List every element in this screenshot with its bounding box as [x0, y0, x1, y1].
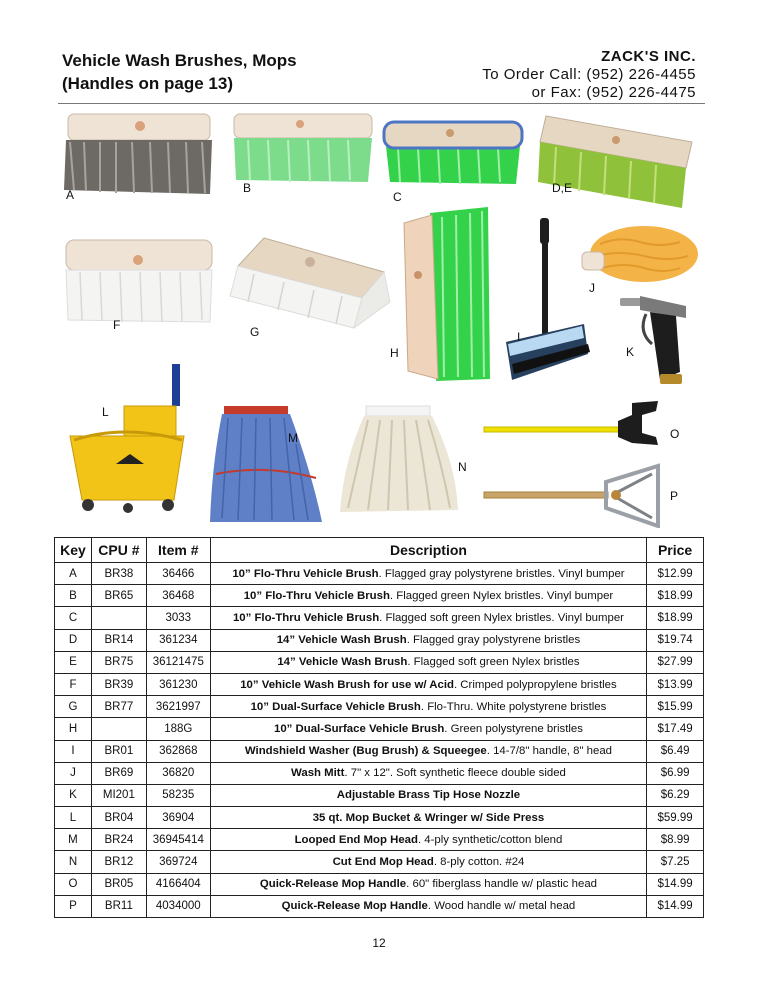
table-row [55, 829, 704, 851]
cell-price: $14.99 [647, 873, 704, 895]
cell-description [210, 673, 646, 695]
image-label-de: D,E [552, 181, 573, 195]
cell-key: H [55, 718, 92, 740]
product-image-f [60, 236, 218, 326]
product-detail: . Flagged soft green Nylex bristles [407, 656, 580, 669]
product-name: 35 qt. Mop Bucket & Wringer w/ Side Press [312, 811, 545, 824]
image-label-g: G [250, 325, 260, 339]
product-name: Windshield Washer (Bug Brush) & Squeegee [244, 745, 487, 758]
image-label-n: N [458, 460, 467, 474]
product-image-o [482, 397, 664, 447]
cell-description [210, 651, 646, 673]
cell-key: J [55, 762, 92, 784]
cell-cpu: BR05 [91, 873, 146, 895]
table-row [55, 673, 704, 695]
cell-item: 3621997 [146, 696, 210, 718]
cell-price: $12.99 [647, 563, 704, 585]
cell-description [210, 807, 646, 829]
table-row [55, 607, 704, 629]
cell-key: K [55, 784, 92, 806]
product-image-b [228, 110, 378, 185]
cell-price: $7.25 [647, 851, 704, 873]
cell-item: 36121475 [146, 651, 210, 673]
table-row [55, 762, 704, 784]
cell-price: $59.99 [647, 807, 704, 829]
cell-price: $6.29 [647, 784, 704, 806]
cell-price: $8.99 [647, 829, 704, 851]
product-image-k [616, 292, 698, 388]
header-cpu: CPU # [91, 538, 146, 563]
cell-cpu [91, 607, 146, 629]
cell-key: N [55, 851, 92, 873]
image-label-i: I [517, 330, 521, 344]
cell-key: I [55, 740, 92, 762]
cell-description [210, 851, 646, 873]
product-image-c [380, 116, 525, 186]
cell-key: B [55, 585, 92, 607]
table-row [55, 696, 704, 718]
product-detail: . Flagged soft green Nylex bristles. Vinyl bumper [379, 611, 624, 624]
image-label-o: O [670, 427, 680, 441]
cell-cpu: BR75 [91, 651, 146, 673]
table-row [55, 851, 704, 873]
product-image-a [60, 108, 220, 198]
cell-key: O [55, 873, 92, 895]
cell-item: 36466 [146, 563, 210, 585]
product-detail: . Flo-Thru. White polystyrene bristles [420, 700, 607, 713]
product-detail: . Flagged gray polystyrene bristles [406, 634, 581, 647]
image-label-c: C [393, 190, 402, 204]
product-name: 14” Vehicle Wash Brush [276, 634, 407, 647]
product-detail: . Crimped polypropylene bristles [453, 678, 617, 691]
cell-price: $18.99 [647, 607, 704, 629]
image-label-f: F [113, 318, 121, 332]
table-row [55, 629, 704, 651]
cell-item: 4166404 [146, 873, 210, 895]
cell-item: 3033 [146, 607, 210, 629]
cell-item: 36945414 [146, 829, 210, 851]
product-name: Looped End Mop Head [294, 833, 418, 846]
cell-cpu: BR01 [91, 740, 146, 762]
cell-key: D [55, 629, 92, 651]
product-name: 10” Flo-Thru Vehicle Brush [243, 589, 390, 602]
cell-item: 36468 [146, 585, 210, 607]
product-name: Wash Mitt [291, 767, 345, 780]
cell-key: E [55, 651, 92, 673]
image-label-m: M [288, 431, 298, 445]
cell-description [210, 696, 646, 718]
order-phone: To Order Call: (952) 226-4455 [482, 66, 696, 83]
cell-cpu [91, 718, 146, 740]
cell-item: 36820 [146, 762, 210, 784]
image-label-b: B [243, 181, 252, 195]
product-detail: . Flagged gray polystyrene bristles. Vinyl bumper [378, 567, 625, 580]
cell-key: P [55, 895, 92, 917]
cell-item: 361230 [146, 673, 210, 695]
cell-description [210, 718, 646, 740]
cell-item: 361234 [146, 629, 210, 651]
cell-cpu: BR38 [91, 563, 146, 585]
cell-cpu: BR65 [91, 585, 146, 607]
cell-cpu: BR69 [91, 762, 146, 784]
product-image-p [482, 462, 664, 528]
cell-description [210, 585, 646, 607]
product-name: Quick-Release Mop Handle [281, 900, 428, 913]
product-name: 10” Vehicle Wash Brush for use w/ Acid [240, 678, 454, 691]
order-fax: or Fax: (952) 226-4475 [531, 84, 696, 101]
cell-item: 36904 [146, 807, 210, 829]
table-row [55, 718, 704, 740]
cell-item: 58235 [146, 784, 210, 806]
cell-price: $17.49 [647, 718, 704, 740]
cell-price: $18.99 [647, 585, 704, 607]
cell-description [210, 563, 646, 585]
product-detail: . 7" x 12". Soft synthetic fleece double sided [344, 767, 566, 780]
image-label-l: L [102, 405, 109, 419]
cell-cpu: BR04 [91, 807, 146, 829]
cell-price: $27.99 [647, 651, 704, 673]
image-label-p: P [670, 489, 679, 503]
table-row [55, 563, 704, 585]
cell-description [210, 784, 646, 806]
cell-cpu: BR24 [91, 829, 146, 851]
cell-price: $6.99 [647, 762, 704, 784]
cell-key: M [55, 829, 92, 851]
header-price: Price [647, 538, 704, 563]
product-detail: . Flagged green Nylex bristles. Vinyl bumper [389, 589, 614, 602]
header-key: Key [55, 538, 92, 563]
table-row [55, 740, 704, 762]
cell-description [210, 762, 646, 784]
cell-description [210, 607, 646, 629]
product-detail: . 8-ply cotton. #24 [433, 856, 525, 869]
cell-description [210, 829, 646, 851]
cell-cpu: MI201 [91, 784, 146, 806]
cell-description [210, 740, 646, 762]
image-label-j: J [589, 281, 595, 295]
cell-price: $15.99 [647, 696, 704, 718]
cell-item: 362868 [146, 740, 210, 762]
table-row [55, 807, 704, 829]
product-image-n [338, 404, 462, 516]
product-name: Cut End Mop Head [332, 856, 434, 869]
image-label-a: A [66, 188, 75, 202]
cell-key: C [55, 607, 92, 629]
page-subtitle: (Handles on page 13) [62, 74, 233, 93]
page-title: Vehicle Wash Brushes, Mops [62, 51, 297, 70]
product-name: Quick-Release Mop Handle [259, 878, 407, 891]
product-detail: . Wood handle w/ metal head [427, 900, 576, 913]
cell-key: L [55, 807, 92, 829]
product-name: 10” Dual-Surface Vehicle Brush [273, 722, 445, 735]
cell-description [210, 895, 646, 917]
cell-key: G [55, 696, 92, 718]
cell-cpu: BR12 [91, 851, 146, 873]
product-detail: . 4-ply synthetic/cotton blend [417, 833, 563, 846]
product-image-l [64, 360, 194, 515]
product-detail: . 14-7/8" handle, 8" head [486, 745, 613, 758]
product-image-m [208, 404, 326, 526]
cell-price: $13.99 [647, 673, 704, 695]
cell-cpu: BR39 [91, 673, 146, 695]
cell-price: $14.99 [647, 895, 704, 917]
page-number: 12 [372, 936, 386, 950]
cell-price: $6.49 [647, 740, 704, 762]
cell-cpu: BR14 [91, 629, 146, 651]
table-row [55, 895, 704, 917]
cell-item: 369724 [146, 851, 210, 873]
header-divider [58, 103, 705, 104]
table-row [55, 784, 704, 806]
image-label-h: H [390, 346, 399, 360]
cell-key: F [55, 673, 92, 695]
table-header-row [55, 538, 704, 563]
product-image-j [580, 222, 700, 286]
table-row [55, 873, 704, 895]
cell-cpu: BR11 [91, 895, 146, 917]
product-detail: . 60" fiberglass handle w/ plastic head [406, 878, 597, 891]
cell-key: A [55, 563, 92, 585]
image-label-k: K [626, 345, 635, 359]
cell-description [210, 873, 646, 895]
product-name: 10” Flo-Thru Vehicle Brush [232, 567, 379, 580]
product-table [54, 537, 704, 918]
product-detail: . Green polystyrene bristles [444, 722, 583, 735]
product-name: Adjustable Brass Tip Hose Nozzle [336, 789, 521, 802]
product-image-h [396, 203, 496, 383]
product-name: 10” Flo-Thru Vehicle Brush [232, 611, 380, 624]
product-name: 14” Vehicle Wash Brush [277, 656, 408, 669]
company-name: ZACK'S INC. [601, 48, 696, 65]
product-image-g [224, 232, 392, 332]
header-description: Description [210, 538, 646, 563]
cell-price: $19.74 [647, 629, 704, 651]
cell-description [210, 629, 646, 651]
table-row [55, 651, 704, 673]
product-name: 10” Dual-Surface Vehicle Brush [250, 700, 421, 713]
cell-item: 4034000 [146, 895, 210, 917]
cell-cpu: BR77 [91, 696, 146, 718]
product-image-de [536, 112, 696, 212]
cell-item: 188G [146, 718, 210, 740]
header-item: Item # [146, 538, 210, 563]
table-row [55, 585, 704, 607]
